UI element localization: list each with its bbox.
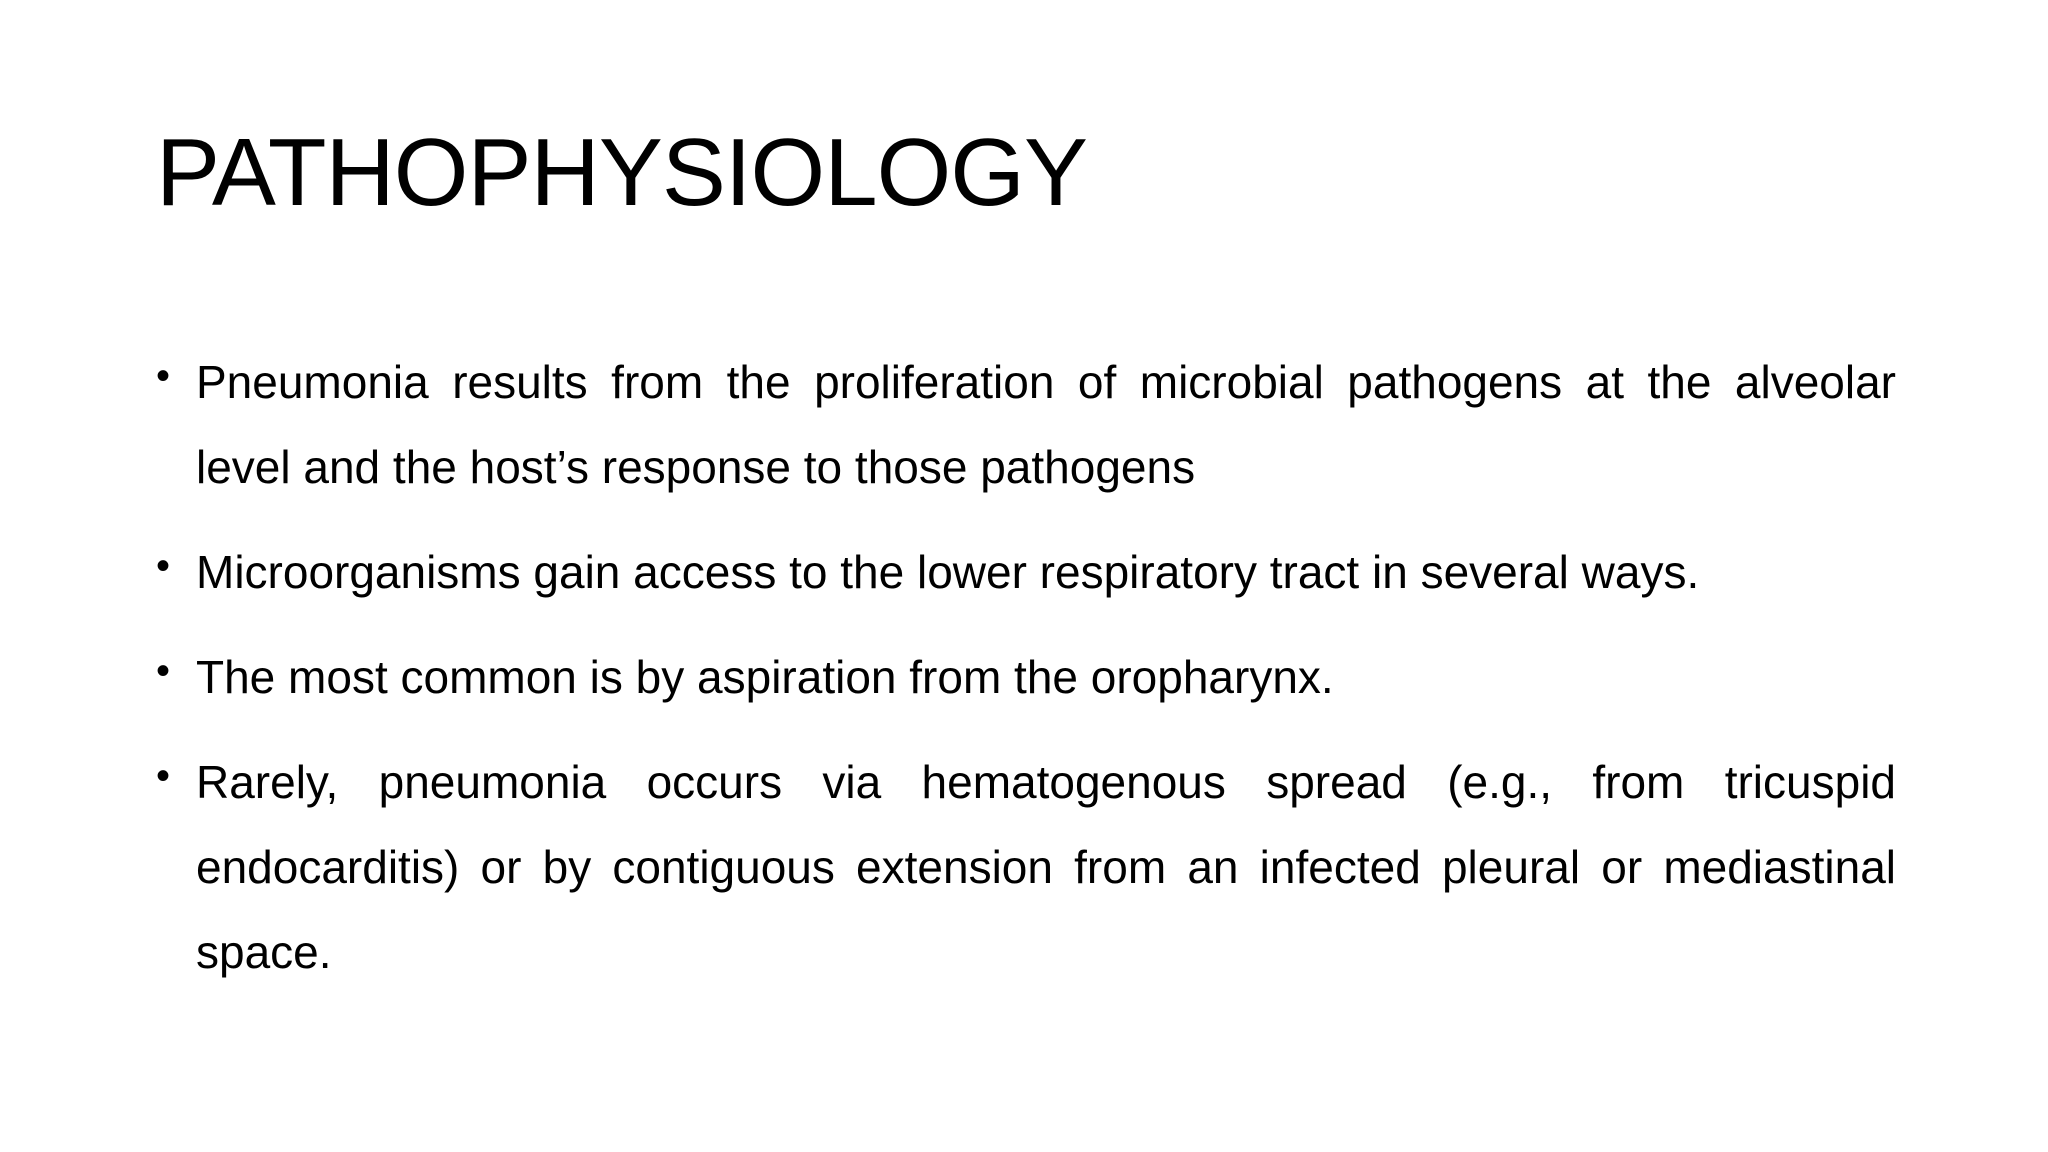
bullet-item-pneumonia-results <box>156 340 1896 510</box>
bullet-icon: • <box>156 544 171 588</box>
bullet-icon: • <box>156 354 171 398</box>
slide-title: PATHOPHYSIOLOGY <box>156 119 1087 226</box>
bullet-text: Rarely, pneumonia occurs via hematogenous spread (e.g., from tricuspid endocarditis) or by contiguous extension from an infected pleural or mediastinal space. <box>196 756 1896 978</box>
bullet-text: Pneumonia results from the proliferation of microbial pathogens at the alveolar level and the host’s response to those pathogens <box>196 356 1896 493</box>
bullet-item-hematogenous-spread <box>156 740 1896 995</box>
bullet-item-aspiration <box>156 635 1896 720</box>
bullet-text: Microorganisms gain access to the lower respiratory tract in several ways. <box>196 546 1700 598</box>
bullet-list <box>156 340 1896 1015</box>
bullet-icon: • <box>156 754 171 798</box>
bullet-icon: • <box>156 649 171 693</box>
bullet-text: The most common is by aspiration from the oropharynx. <box>196 651 1334 703</box>
bullet-item-microorganisms-access <box>156 530 1896 615</box>
